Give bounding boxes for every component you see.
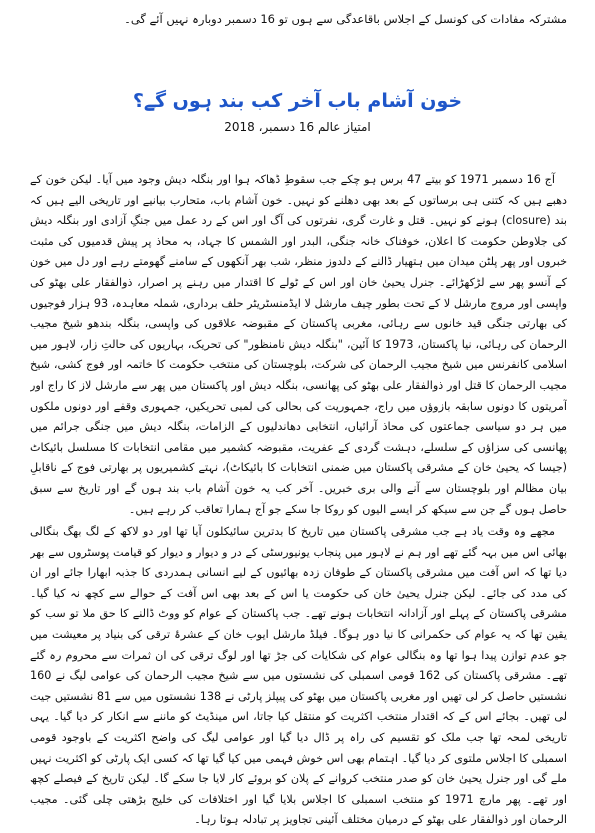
- article-paragraph: آج 16 دسمبر 1971 کو بیتے 47 برس ہو چکے جب سقوطِ ڈھاکہ ہوا اور بنگلہ دیش وجود میں آیا۔ لیکن خون کے دھبے ہیں کہ کتنی ہی برساتوں کے بعد بھی دھلنے کو نہیں۔ خون آشام باب، متحارب بیانیے اور تاریخی الیے ہیں کہ بند (closure) ہونے کو نہیں۔ قتل و غارت گری، نفرتوں کی آگ اور اس کے رد عمل میں جنگِ آزادی اور بنگلہ دیش کی جلاوطن حکومت کا اعلان، خوفناک خانہ جنگی، البدر اور الشمس کا جہاد، بہ محاذ پر پیش قدمیوں کی مثبت خبروں اور پھر پلٹن میدان میں ہتھیار ڈالنے کے دلدوز منظر، شب بھر آنکھوں کے سامنے گھومتے رہے اور دل میں خون کے آنسو پھر سے لڑکھڑائے۔ جنرل یحییٰ خان اور اس کے ٹولے کا اقتدار میں رہنے پر اصرار، ذوالفقار علی بھٹو کی واپسی اور مروج مارشل لا کے تحت بطور چیف مارشل لا ایڈمنسٹریٹر حلف برداری، شملہ معاہدہ، 93 ہزار فوجیوں کی بھارتی جنگی قید خانوں سے رہائی، مغربی پاکستان کے مقبوضہ علاقوں کی واپسی، بنگلہ بندھو شیخ مجیب الرحمان کی رہائی، نیا پاکستان، 1973 کا آئین، "بنگلہ دیش نامنظور" کی تحریک، بہاریوں کی حالتِ زار، لاہور میں اسلامی کانفرنس میں شیخ مجیب الرحمان کی شرکت، بلوچستان کی منتخب حکومت کا خاتمہ اور فوج کشی، شیخ مجیب الرحمان کا قتل اور ذوالفقار علی بھٹو کی پھانسی، بنگلہ دیش اور پاکستان میں پھر سے مارشل لاز کا راج اور آمریتوں کا دونوں سابقہ بازوؤں میں راج، جمہوریت کی بحالی کی لمبی تحریکیں، جمہوری وقفے اور دونوں ملکوں میں ہر دو سیاسی جماعتوں کی محاذ آرائیاں، انتخابی دھاندلیوں کے الزامات، بنگلہ دیش میں جنگی جرائم میں پھانسی کی سزاؤں کے سلسلے، دہشت گردی کے عفریت، مقبوضہ کشمیر میں مقامی انتخابات کا مسلسل بائیکاٹ (جیسا کہ یحییٰ خان کے مشرقی پاکستان میں ضمنی انتخابات کا بائیکاٹ)، نہتے کشمیریوں پر بھارتی فوج کے ناقابلِ بیان مظالم اور بلوچستان سے آنے والی بری خبریں۔ آخر کب یہ خون آشام باب بند ہوں گے اور تاریخ سے سبق حاصل ہوں گے جن سے سیکھ کر ایسے الیوں کو روکا جا سکے جو آج ہمارا تعاقب کر رہے ہیں۔: [30, 173, 567, 516]
- article-title: خون آشام باب آخر کب بند ہوں گے؟: [132, 90, 463, 112]
- article-byline: امتیاز عالم 16 دسمبر، 2018: [224, 120, 371, 134]
- header-line: مشترکہ مفادات کی کونسل کے اجلاس باقاعدگی سے ہوں تو 16 دسمبر دوبارہ نہیں آئے گی۔: [124, 12, 567, 26]
- article-paragraph: مجھے وہ وقت یاد ہے جب مشرقی پاکستان میں تاریخ کا بدترین سائیکلون آیا تھا اور دو لاکھ کے لگ بھگ بنگالی بھائی اس میں بہہ گئے تھے اور ہم نے لاہور میں پنجاب یونیورسٹی کے در و دیوار و دیوار کو قیامت پوسٹروں سے بھر دیا تھا کہ اس آفت میں مشرقی پاکستان کے طوفان زدہ بھائیوں کے لیے انسانی ہمدردی کا جذبہ ابھارا جائے اور ان کی مدد کی جائے۔ لیکن جنرل یحییٰ خان کی حکومت یا اس کے بعد بھی اس آفت کے حوالے سے کچھ نہ کیا گیا۔ مشرقی پاکستان کے پہلے اور آزادانہ انتخابات ہونے تھے۔ جب پاکستان کے عوام کو ووٹ ڈالنے کا حق ملا تو سب کو یقین تھا کہ یہ عوام کی حکمرانی کا نیا دور ہوگا۔ فیلڈ مارشل ایوب خان کے عشرۂ ترقی کی بنیاد پر معیشت میں جو عدم توازن پیدا ہوا تھا وہ بنگالی عوام کی شکایات کی جڑ تھا اور لوگ ترقی کی ان ثمرات سے محروم رہ گئے تھے۔ مشرقی پاکستان کی 162 قومی اسمبلی کی نشستوں میں سے شیخ مجیب الرحمان کی عوامی لیگ نے 160 نشستیں حاصل کر لی تھیں اور مغربی پاکستان میں بھٹو کی پیپلز پارٹی نے 138 نشستوں میں سے 81 نشستیں جیت لی تھیں۔ بجائے اس کے کہ اقتدار منتخب اکثریت کو منتقل کیا جاتا، اس مینڈیٹ کو ماننے سے انکار کر دیا گیا۔ یہی تاریخی لمحہ تھا جب ملک کو تقسیم کی راہ پر ڈال دیا گیا اور عوامی لیگ کی واضح اکثریت کے باوجود قومی اسمبلی کا اجلاس ملتوی کر دیا گیا۔ اہتمام بھی اس خوش فہمی میں کیا گیا تھا کہ کسی ایک پارٹی کو اکثریت نہیں ملے گی اور جنرل یحییٰ خان کو صدر منتخب کروانے کے پلان کو بروئے کار لایا جا سکے گا۔ لیکن تاریخ کے فیصلے کچھ اور تھے۔ پھر مارچ 1971 کو منتخب اسمبلی کا اجلاس بلایا گیا اور اختلافات کی خلیج بڑھتی چلی گئی۔ مجیب الرحمان اور ذوالفقار علی بھٹو کے درمیان مختلف آئینی تجاویز پر تبادلہ ہوتا رہا۔: [30, 525, 567, 827]
- article-body: [30, 170, 567, 827]
